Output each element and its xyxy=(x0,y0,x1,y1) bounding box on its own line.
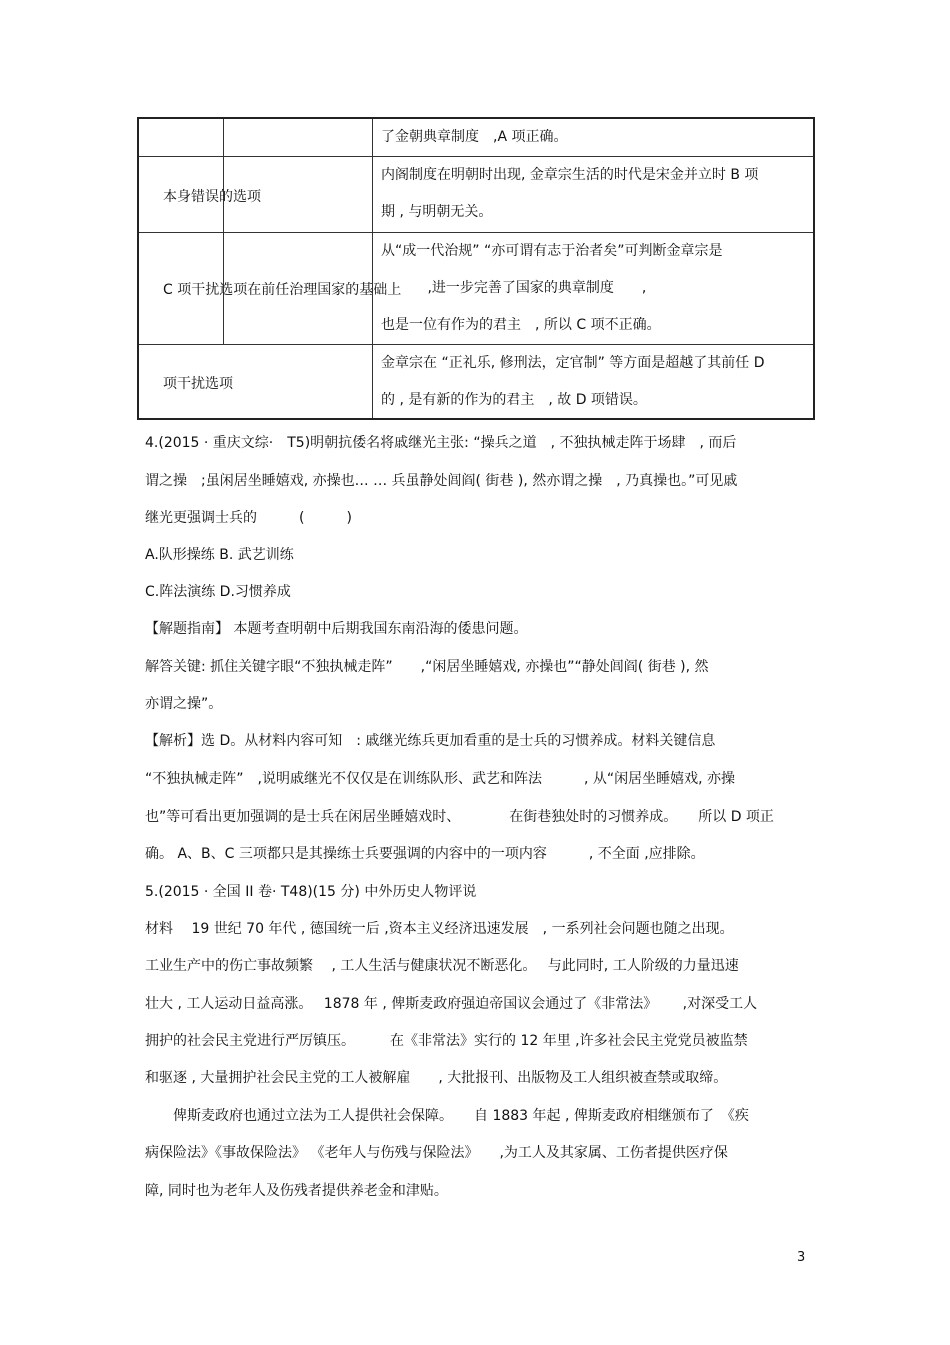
q4-stem-line: 谓之操 ;虽闲居坐睡嬉戏, 亦操也… … 兵虽静处闾阎( 街巷 ), 然亦谓之操 , 乃真操也。”可见戚 xyxy=(145,473,738,489)
q5-material-line: 病保险法》《事故保险法》 《老年人与伤残与保险法》 ,为工人及其家属、工伤者提供医疗保 xyxy=(145,1145,728,1161)
q5-material-line: 材料 19 世纪 70 年代 , 德国统一后 ,资本主义经济迅速发展 , 一系列社会问题也随之出现。 xyxy=(145,921,734,937)
cell-line: 期 , 与明朝无关。 xyxy=(381,204,493,220)
q5-material-line: 工业生产中的伤亡事故频繁 , 工人生活与健康状况不断恶化。 与此同时, 工人阶级的力量迅速 xyxy=(145,958,739,974)
q5-material-line: 障, 同时也为老年人及伤残者提供养老金和津贴。 xyxy=(145,1183,448,1199)
q4-analysis-line: 也”等可看出更加强调的是士兵在闲居坐睡嬉戏时、 在街巷独处时的习惯养成。 所以 D 项正 xyxy=(145,809,774,825)
table-row-label: 本身错误的选项 xyxy=(163,189,261,205)
q4-key-line: 亦谓之操”。 xyxy=(145,696,223,712)
table-cell xyxy=(381,233,791,344)
q4-option-ab: A.队形操练 B. 武艺训练 xyxy=(145,547,294,563)
table-row-label: 项干扰选项 xyxy=(163,376,233,392)
table-col-divider xyxy=(223,119,224,232)
q5-material-line: 拥护的社会民主党进行严厉镇压。 在《非常法》实行的 12 年里 ,许多社会民主党党员被监禁 xyxy=(145,1033,748,1049)
q4-stem-line: 4.(2015 · 重庆文综· T5)明朝抗倭名将戚继光主张: “操兵之道 , 不独执械走阵于场肆 , 而后 xyxy=(145,435,737,451)
table-cell xyxy=(381,119,791,156)
table-col-divider xyxy=(372,119,373,418)
table-row-label: C 项干扰选项在前任治理国家的基础上 xyxy=(163,282,402,298)
cell-line: 的 , 是有新的作为的君主 , 故 D 项错误。 xyxy=(381,392,647,408)
page-number: 3 xyxy=(797,1250,806,1265)
q4-key-line: 解答关键: 抓住关键字眼“不独执械走阵” ,“闲居坐睡嬉戏, 亦操也”“静处闾阎( 街巷 ), 然 xyxy=(145,659,709,675)
q4-option-cd: C.阵法演练 D.习惯养成 xyxy=(145,584,291,600)
q5-material-line: 俾斯麦政府也通过立法为工人提供社会保障。 自 1883 年起 , 俾斯麦政府相继颁布了 《疾 xyxy=(145,1108,749,1124)
analysis-table xyxy=(137,117,815,420)
table-cell xyxy=(381,345,791,419)
table-cell xyxy=(381,157,791,231)
q5-title: 5.(2015 · 全国 II 卷· T48)(15 分) 中外历史人物评说 xyxy=(145,884,477,900)
cell-line: 了金朝典章制度 ,A 项正确。 xyxy=(381,129,568,145)
q5-material-line: 壮大 , 工人运动日益高涨。 1878 年 , 俾斯麦政府强迫帝国议会通过了《非常法》 ,对深受工人 xyxy=(145,996,758,1012)
q4-analysis-line: “不独执械走阵” ,说明戚继光不仅仅是在训练队形、武艺和阵法 , 从“闲居坐睡嬉戏, 亦操 xyxy=(145,771,736,787)
cell-line: ,进一步完善了国家的典章制度 , xyxy=(381,280,647,296)
cell-line: 也是一位有作为的君主 , 所以 C 项不正确。 xyxy=(381,317,661,333)
cell-line: 金章宗在 “正礼乐, 修刑法，定官制” 等方面是超越了其前任 D xyxy=(381,355,765,371)
q4-guide: 【解题指南】 本题考查明朝中后期我国东南沿海的倭患问题。 xyxy=(145,621,528,637)
q4-stem-line: 继光更强调士兵的 ( ) xyxy=(145,510,352,526)
q4-analysis-line: 【解析】选 D。从材料内容可知 : 戚继光练兵更加看重的是士兵的习惯养成。材料关键信息 xyxy=(145,733,716,749)
q5-material-line: 和驱逐 , 大量拥护社会民主党的工人被解雇 , 大批报刊、出版物及工人组织被查禁或取缔。 xyxy=(145,1070,728,1086)
cell-line: 内阁制度在明朝时出现, 金章宗生活的时代是宋金并立时 B 项 xyxy=(381,167,759,183)
cell-line: 从“成一代治规” “亦可谓有志于治者矣”可判断金章宗是 xyxy=(381,243,723,259)
q4-analysis-line: 确。 A、B、C 三项都只是其操练士兵要强调的内容中的一项内容 , 不全面 ,应排除。 xyxy=(145,846,705,862)
